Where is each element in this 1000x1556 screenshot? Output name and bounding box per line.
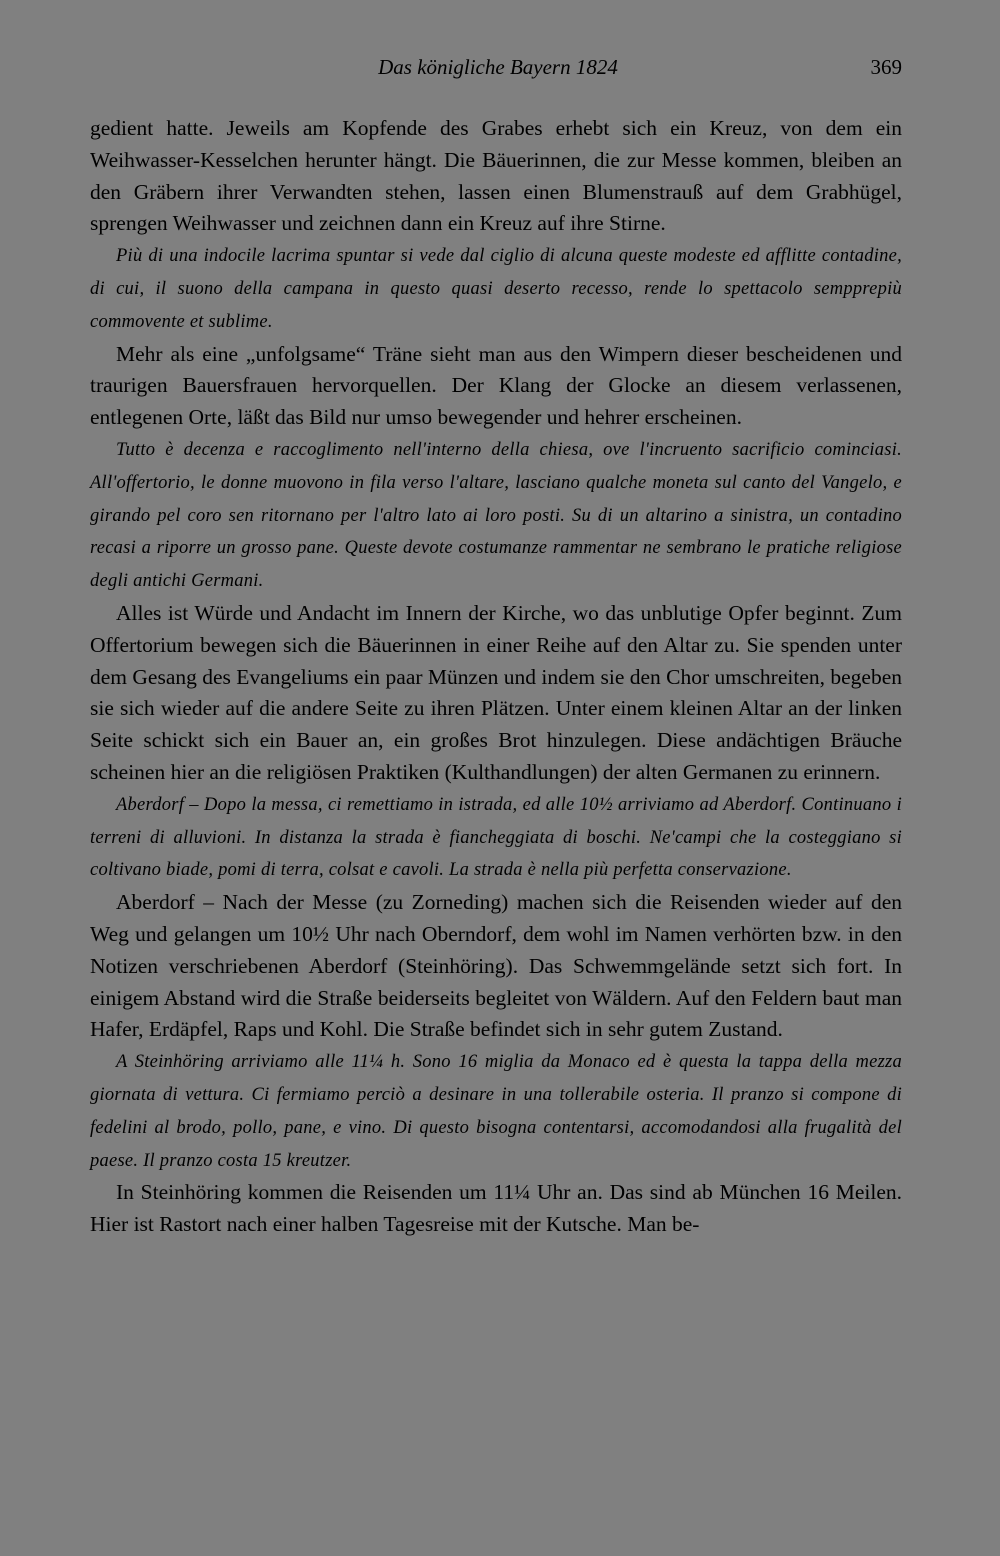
paragraph-german: Mehr als eine „unfolgsame“ Träne sieht man aus den Wimpern dieser bescheidenen und traurigen Bauersfrauen hervorquellen. Der Klang der Glocke an diesem verlassenen, entlegenen Orte, läßt das Bild nur umso bewegender und hehrer erscheinen. [90,341,902,430]
running-head [90,52,906,82]
paragraph-german: gedient hatte. Jeweils am Kopfende des Grabes erhebt sich ein Kreuz, von dem ein Weihwasser-Kesselchen herunter hängt. Die Bäuerinnen, die zur Messe kommen, bleiben an den Gräbern ihrer Verwandten stehen, lassen einen Blumenstrauß auf dem Grabhügel, sprengen Weihwasser und zeichnen dann ein Kreuz auf ihre Stirne. [90,116,902,236]
paragraph-german: In Steinhöring kommen die Reisenden um 11¼ Uhr an. Das sind ab München 16 Meilen. Hier ist Rastort nach einer halben Tagesreise mit der Kutsche. Man be- [90,1180,902,1237]
page-number: 369 [870,55,902,79]
running-title: Das königliche Bayern 1824 [378,55,618,79]
paragraph-italian: Più di una indocile lacrima spuntar si vede dal ciglio di alcuna queste modeste ed afflitte contadine, di cui, il suono della campana in questo quasi deserto recesso, rende lo spettacolo sempprepiù commovente et sublime. [90,246,902,332]
paragraph-german: Aberdorf – Nach der Messe (zu Zorneding) machen sich die Reisenden wieder auf den Weg und gelangen um 10½ Uhr nach Oberndorf, dem wohl im Namen verhörten bzw. in den Notizen verschriebenen Aberdorf (Steinhöring). Das Schwemmgelände setzt sich fort. In einigem Abstand wird die Straße beiderseits begleitet von Wäldern. Auf den Feldern baut man Hafer, Erdäpfel, Raps und Kohl. Die Straße befindet sich in sehr gutem Zustand. [90,890,902,1042]
paragraph-italian: Tutto è decenza e raccoglimento nell'interno della chiesa, ove l'incruento sacrificio cominciasi. All'offertorio, le donne muovono in fila verso l'altare, lasciano qualche moneta sul canto del Vangelo, e girando pel coro sen ritornano per l'altro lato ai loro posti. Su di un altarino a sinistra, un contadino recasi a riporre un grosso pane. Queste devote costumanze rammentar ne sembrano le pratiche religiose degli antichi Germani. [90,439,902,592]
body-text [90,113,902,1241]
paragraph-italian: Aberdorf – Dopo la messa, ci remettiamo in istrada, ed alle 10½ arriviamo ad Aberdorf. Continuano i terreni di alluvioni. In distanza la strada è fiancheggiata di boschi. Ne'campi che la costeggiano si coltivano biade, pomi di terra, colsat e cavoli. La strada è nella più perfetta conservazione. [90,794,902,881]
paragraph-german: Alles ist Würde und Andacht im Innern der Kirche, wo das unblutige Opfer beginnt. Zum Offertorium bewegen sich die Bäuerinnen in einer Reihe auf den Altar zu. Sie spenden unter dem Gesang des Evangeliums ein paar Münzen und indem sie den Chor umschreiten, begeben sie sich wieder auf die andere Seite zu ihren Plätzen. Unter einem kleinen Altar an der linken Seite schickt sich ein Bauer an, ein großes Brot hinzulegen. Diese andächtigen Bräuche scheinen hier an die religiösen Praktiken (Kulthandlungen) der alten Germanen zu erinnern. [90,600,902,784]
paragraph-italian: A Steinhöring arriviamo alle 11¼ h. Sono 16 miglia da Monaco ed è questa la tappa della mezza giornata di vettura. Ci fermiamo perciò a desinare in una tollerabile osteria. Il pranzo si compone di fedelini al brodo, pollo, pane, e vino. Di questo bisogna contentarsi, accomodandosi alla frugalità del paese. Il pranzo costa 15 kreutzer. [90,1052,902,1171]
